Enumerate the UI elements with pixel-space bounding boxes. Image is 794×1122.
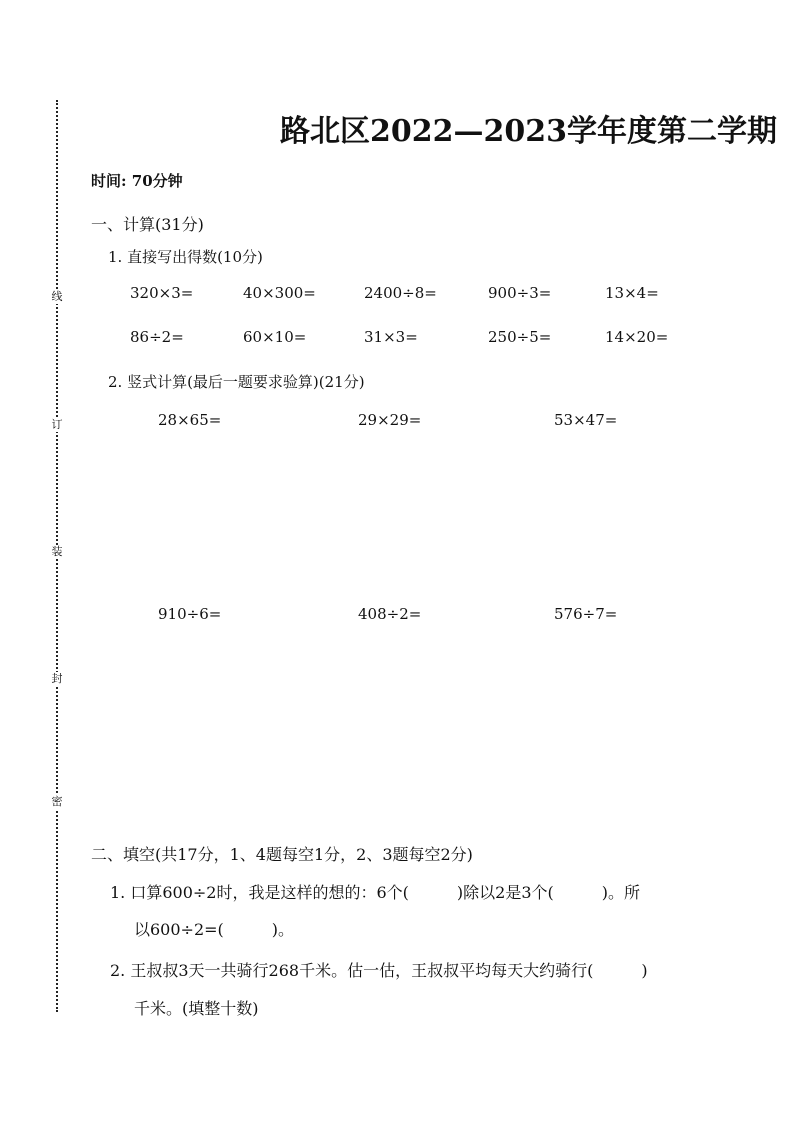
binding-char-xian: 线: [51, 290, 63, 303]
section2-heading: 二、填空(共17分，1、4题每空1分，2、3题每空2分): [91, 845, 473, 864]
fill-q1-line2: 以600÷2=( )。: [134, 920, 295, 939]
mental-calc-item: 31×3=: [364, 328, 418, 346]
vertical-calc-item: 53×47=: [554, 411, 618, 429]
vertical-calc-item: 29×29=: [358, 411, 422, 429]
exam-title: 路北区2022—2023学年度第二学期: [280, 114, 777, 149]
mental-calc-item: 40×300=: [243, 284, 316, 302]
mental-calc-item: 60×10=: [243, 328, 307, 346]
binding-char-ding: 订: [51, 418, 63, 431]
section1-part2-label: 2. 竖式计算(最后一题要求验算)(21分): [108, 373, 365, 391]
binding-char-feng: 封: [51, 672, 63, 685]
mental-calc-item: 900÷3=: [488, 284, 552, 302]
time-label: 时间: 70分钟: [91, 172, 183, 190]
mental-calc-item: 14×20=: [605, 328, 669, 346]
section1-heading: 一、计算(31分): [91, 215, 204, 234]
vertical-calc-item: 28×65=: [158, 411, 222, 429]
vertical-calc-item: 576÷7=: [554, 605, 618, 623]
binding-char-mi: 密: [51, 795, 63, 808]
mental-calc-item: 250÷5=: [488, 328, 552, 346]
vertical-calc-item: 408÷2=: [358, 605, 422, 623]
mental-calc-item: 86÷2=: [130, 328, 184, 346]
mental-calc-item: 13×4=: [605, 284, 659, 302]
section1-part1-label: 1. 直接写出得数(10分): [108, 248, 263, 266]
mental-calc-item: 320×3=: [130, 284, 194, 302]
fill-q2-line1: 2. 王叔叔3天一共骑行268千米。估一估，王叔叔平均每天大约骑行( ): [110, 961, 648, 980]
vertical-calc-item: 910÷6=: [158, 605, 222, 623]
mental-calc-item: 2400÷8=: [364, 284, 437, 302]
binding-char-zhuang: 装: [51, 545, 63, 558]
fill-q1-line1: 1. 口算600÷2时，我是这样的想的：6个( )除以2是3个( )。所: [110, 883, 640, 902]
fill-q2-line2: 千米。(填整十数): [134, 999, 259, 1018]
